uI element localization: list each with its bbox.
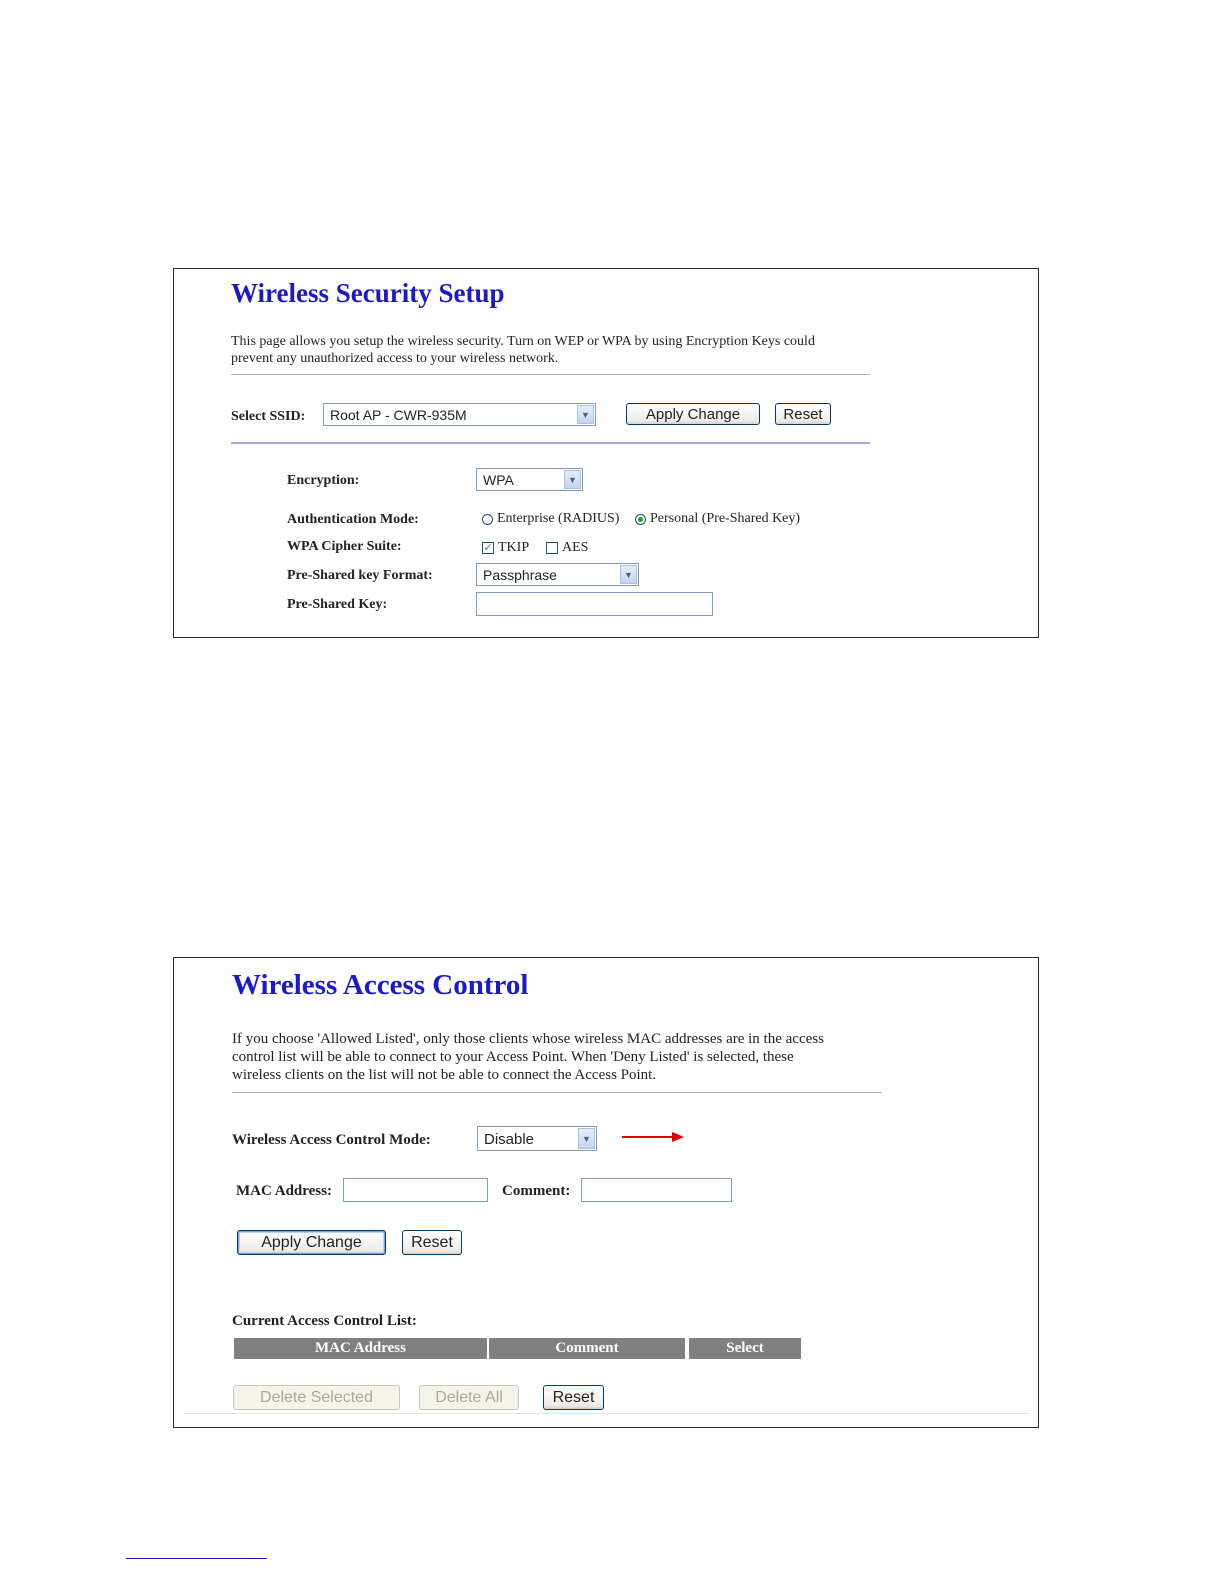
tkip-checkbox[interactable]: ✓ <box>483 541 493 554</box>
authentication-mode-label: Authentication Mode: <box>287 512 419 527</box>
personal-radio[interactable] <box>635 514 646 525</box>
encryption-select[interactable] <box>476 468 583 491</box>
psk-input[interactable] <box>476 592 713 616</box>
delete-selected-button[interactable]: Delete Selected <box>233 1385 400 1410</box>
current-access-control-list-label: Current Access Control List: <box>232 1313 417 1329</box>
wpa-cipher-suite-label: WPA Cipher Suite: <box>287 539 402 554</box>
access-page-title: Wireless Access Control <box>232 969 529 1001</box>
psk-format-select-value: Passphrase <box>483 567 557 583</box>
aes-checkbox-label: AES <box>562 540 589 555</box>
apply-change-button[interactable]: Apply Change <box>626 403 760 425</box>
tkip-checkbox-label: TKIP <box>498 540 530 555</box>
access-description-line-2: control list will be able to connect to your Access Point. When 'Deny Listed' is selected, these <box>232 1049 794 1065</box>
ssid-select-value: Root AP - CWR-935M <box>330 407 467 423</box>
psk-label: Pre-Shared Key: <box>287 597 388 612</box>
footnote-separator <box>126 1558 267 1559</box>
enterprise-radio-label: Enterprise (RADIUS) <box>497 511 620 526</box>
encryption-select-value: WPA <box>483 472 514 488</box>
psk-format-label: Pre-Shared key Format: <box>287 568 433 583</box>
mac-address-label: MAC Address: <box>236 1183 332 1199</box>
aes-checkbox[interactable] <box>546 542 558 554</box>
access-control-mode-value: Disable <box>484 1131 535 1148</box>
auth-enterprise-option[interactable] <box>482 511 619 527</box>
access-apply-change-button[interactable]: Apply Change <box>237 1230 386 1255</box>
chevron-down-icon: ▼ <box>578 1128 595 1149</box>
enterprise-radio[interactable] <box>482 514 493 525</box>
cipher-tkip-option[interactable] <box>482 540 529 556</box>
select-ssid-label: Select SSID: <box>231 409 306 424</box>
chevron-down-icon: ▼ <box>564 470 581 489</box>
ssid-select[interactable] <box>323 403 596 426</box>
personal-radio-label: Personal (Pre-Shared Key) <box>650 511 801 526</box>
delete-all-button[interactable]: Delete All <box>419 1385 519 1410</box>
reset-button[interactable]: Reset <box>775 403 831 425</box>
psk-format-select[interactable] <box>476 563 639 586</box>
security-divider-top <box>231 374 870 375</box>
access-control-mode-select[interactable] <box>477 1126 597 1151</box>
list-reset-button[interactable]: Reset <box>543 1385 604 1410</box>
security-divider-blue <box>231 442 870 444</box>
column-header-comment: Comment <box>489 1338 685 1359</box>
security-page-title: Wireless Security Setup <box>231 278 505 308</box>
access-divider <box>232 1092 882 1093</box>
column-header-select: Select <box>689 1338 801 1359</box>
encryption-label: Encryption: <box>287 473 360 488</box>
access-description-line-1: If you choose 'Allowed Listed', only those clients whose wireless MAC addresses are in the access <box>232 1031 824 1047</box>
access-description-line-3: wireless clients on the list will not be able to connect the Access Point. <box>232 1067 657 1083</box>
arrow-right-icon <box>622 1131 686 1143</box>
comment-input[interactable] <box>581 1178 732 1202</box>
access-control-mode-label: Wireless Access Control Mode: <box>232 1132 431 1148</box>
chevron-down-icon: ▼ <box>620 565 637 584</box>
access-reset-button[interactable]: Reset <box>402 1230 462 1255</box>
chevron-down-icon: ▼ <box>577 405 594 424</box>
auth-personal-option[interactable] <box>635 511 800 527</box>
security-description-line-2: prevent any unauthorized access to your wireless network. <box>231 351 559 366</box>
access-bottom-divider <box>183 1413 1029 1414</box>
column-header-mac-address: MAC Address <box>234 1338 487 1359</box>
security-description-line-1: This page allows you setup the wireless security. Turn on WEP or WPA by using Encryption Keys could <box>231 334 815 349</box>
mac-address-input[interactable] <box>343 1178 488 1202</box>
comment-label: Comment: <box>502 1183 571 1199</box>
cipher-aes-option[interactable] <box>546 540 588 556</box>
